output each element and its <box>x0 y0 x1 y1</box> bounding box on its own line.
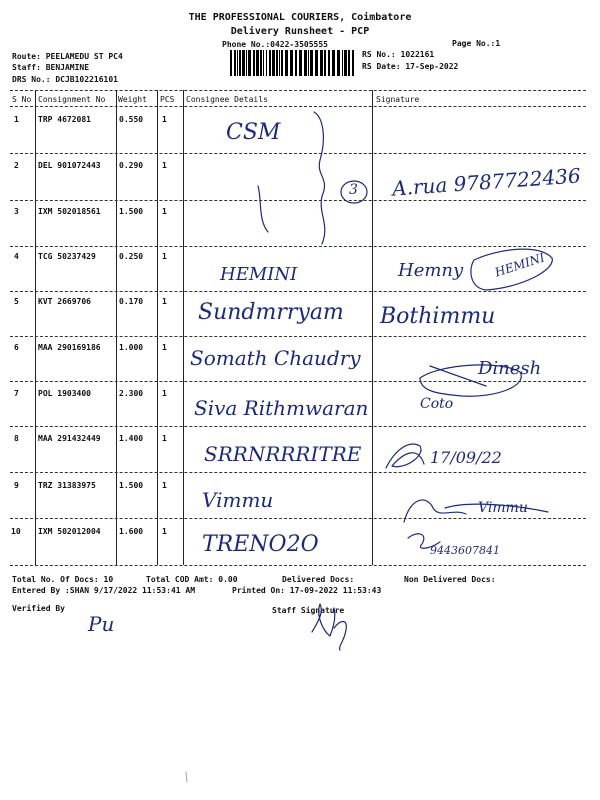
header-sno: S No <box>12 95 32 104</box>
row-weight: 0.290 <box>119 161 144 170</box>
row-sno: 9 <box>14 481 19 490</box>
handwritten-signature-9: Vimmu <box>478 500 528 516</box>
row-consignment: IXM 502012004 <box>38 527 101 536</box>
handwritten-consignee-5: Sundmrryam <box>198 300 344 325</box>
total-cod-amount: Total COD Amt: 0.00 <box>146 575 238 584</box>
row-weight: 0.250 <box>119 252 144 261</box>
phone-number: Phone No.:0422-3505555 <box>222 40 328 49</box>
row-weight: 1.500 <box>119 481 144 490</box>
handwritten-signature-8: 17/09/22 <box>430 448 502 467</box>
row-pcs: 1 <box>162 481 167 490</box>
row-sno: 7 <box>14 389 19 398</box>
row-weight: 1.600 <box>119 527 144 536</box>
handwritten-signature-4: Hemny <box>398 260 464 281</box>
entered-by: Entered By :SHAN 9/17/2022 11:53:41 AM <box>12 586 196 595</box>
row-consignment: TRZ 31383975 <box>38 481 96 490</box>
handwritten-consignee-10: TRENO2O <box>202 532 319 557</box>
page-number: Page No.:1 <box>452 39 501 48</box>
row-pcs: 1 <box>162 207 167 216</box>
staff-signature-label: Staff Signature <box>272 606 345 615</box>
header-consignee: Consignee Details <box>186 95 268 104</box>
handwritten-phone-10: 9443607841 <box>430 544 500 557</box>
row-pcs: 1 <box>162 527 167 536</box>
row-pcs: 1 <box>162 115 167 124</box>
row-weight: 2.300 <box>119 389 144 398</box>
document-title: Delivery Runsheet - PCP <box>230 26 370 37</box>
row-consignment: TCG 50237429 <box>38 252 96 261</box>
route-label: Route: PEELAMEDU ST PC4 <box>12 52 123 61</box>
row-consignment: TRP 4672081 <box>38 115 91 124</box>
handwritten-signature-4-circled: HEMINI <box>493 250 547 280</box>
header-pcs: PCS <box>160 95 175 104</box>
handwritten-consignee-9: Vimmu <box>202 488 274 512</box>
row-sno: 5 <box>14 297 19 306</box>
row-consignment: MAA 291432449 <box>38 434 101 443</box>
row-sno: 8 <box>14 434 19 443</box>
non-delivered-docs: Non Delivered Docs: <box>404 575 496 584</box>
row-consignment: DEL 901072443 <box>38 161 101 170</box>
drs-number: DRS No.: DCJB102216101 <box>12 75 118 84</box>
handwritten-signature-2: A.rua 9787722436 <box>391 163 582 201</box>
header-signature: Signature <box>376 95 420 104</box>
handwritten-consignee-6: Somath Chaudry <box>190 346 361 370</box>
staff-label: Staff: BENJAMINE <box>12 63 90 72</box>
row-weight: 1.500 <box>119 207 144 216</box>
row-pcs: 1 <box>162 161 167 170</box>
rs-number: RS No.: 1022161 <box>362 50 435 59</box>
row-weight: 0.170 <box>119 297 144 306</box>
row-consignment: IXM 502018561 <box>38 207 101 216</box>
delivered-docs: Delivered Docs: <box>282 575 355 584</box>
row-weight: 1.400 <box>119 434 144 443</box>
row-sno: 4 <box>14 252 19 261</box>
header-consignment: Consignment No <box>38 95 106 104</box>
row-consignment: POL 1903400 <box>38 389 91 398</box>
handwritten-signature-6: Dinesh <box>478 358 542 379</box>
handwritten-consignee-4: HEMINI <box>220 264 298 285</box>
handwritten-signature-5: Bothimmu <box>380 304 496 329</box>
row-sno: 2 <box>14 161 19 170</box>
handwritten-consignee-8: SRRNRRRITRE <box>204 442 362 466</box>
row-pcs: 1 <box>162 434 167 443</box>
row-pcs: 1 <box>162 297 167 306</box>
rs-date: RS Date: 17-Sep-2022 <box>362 62 459 71</box>
row-pcs: 1 <box>162 343 167 352</box>
row-pcs: 1 <box>162 389 167 398</box>
row-sno: 6 <box>14 343 19 352</box>
handwritten-circled-number: 3 <box>349 182 358 198</box>
row-consignment: KVT 2669706 <box>38 297 91 306</box>
printed-on: Printed On: 17-09-2022 11:53:43 <box>232 586 382 595</box>
row-weight: 1.000 <box>119 343 144 352</box>
row-consignment: MAA 290169186 <box>38 343 101 352</box>
handwritten-signature-7: Coto <box>420 396 454 412</box>
verified-initials: Pu <box>88 612 115 636</box>
handwritten-consignee-7: Siva Rithmwaran <box>194 396 369 420</box>
row-pcs: 1 <box>162 252 167 261</box>
row-sno: 10 <box>11 527 21 536</box>
header-weight: Weight <box>118 95 147 104</box>
row-weight: 0.550 <box>119 115 144 124</box>
company-name: THE PROFESSIONAL COURIERS, Coimbatore <box>188 12 412 23</box>
verified-by-label: Verified By <box>12 604 65 613</box>
row-sno: 3 <box>14 207 19 216</box>
total-docs: Total No. Of Docs: 10 <box>12 575 114 584</box>
row-sno: 1 <box>14 115 19 124</box>
handwritten-consignee-1: CSM <box>226 120 281 145</box>
